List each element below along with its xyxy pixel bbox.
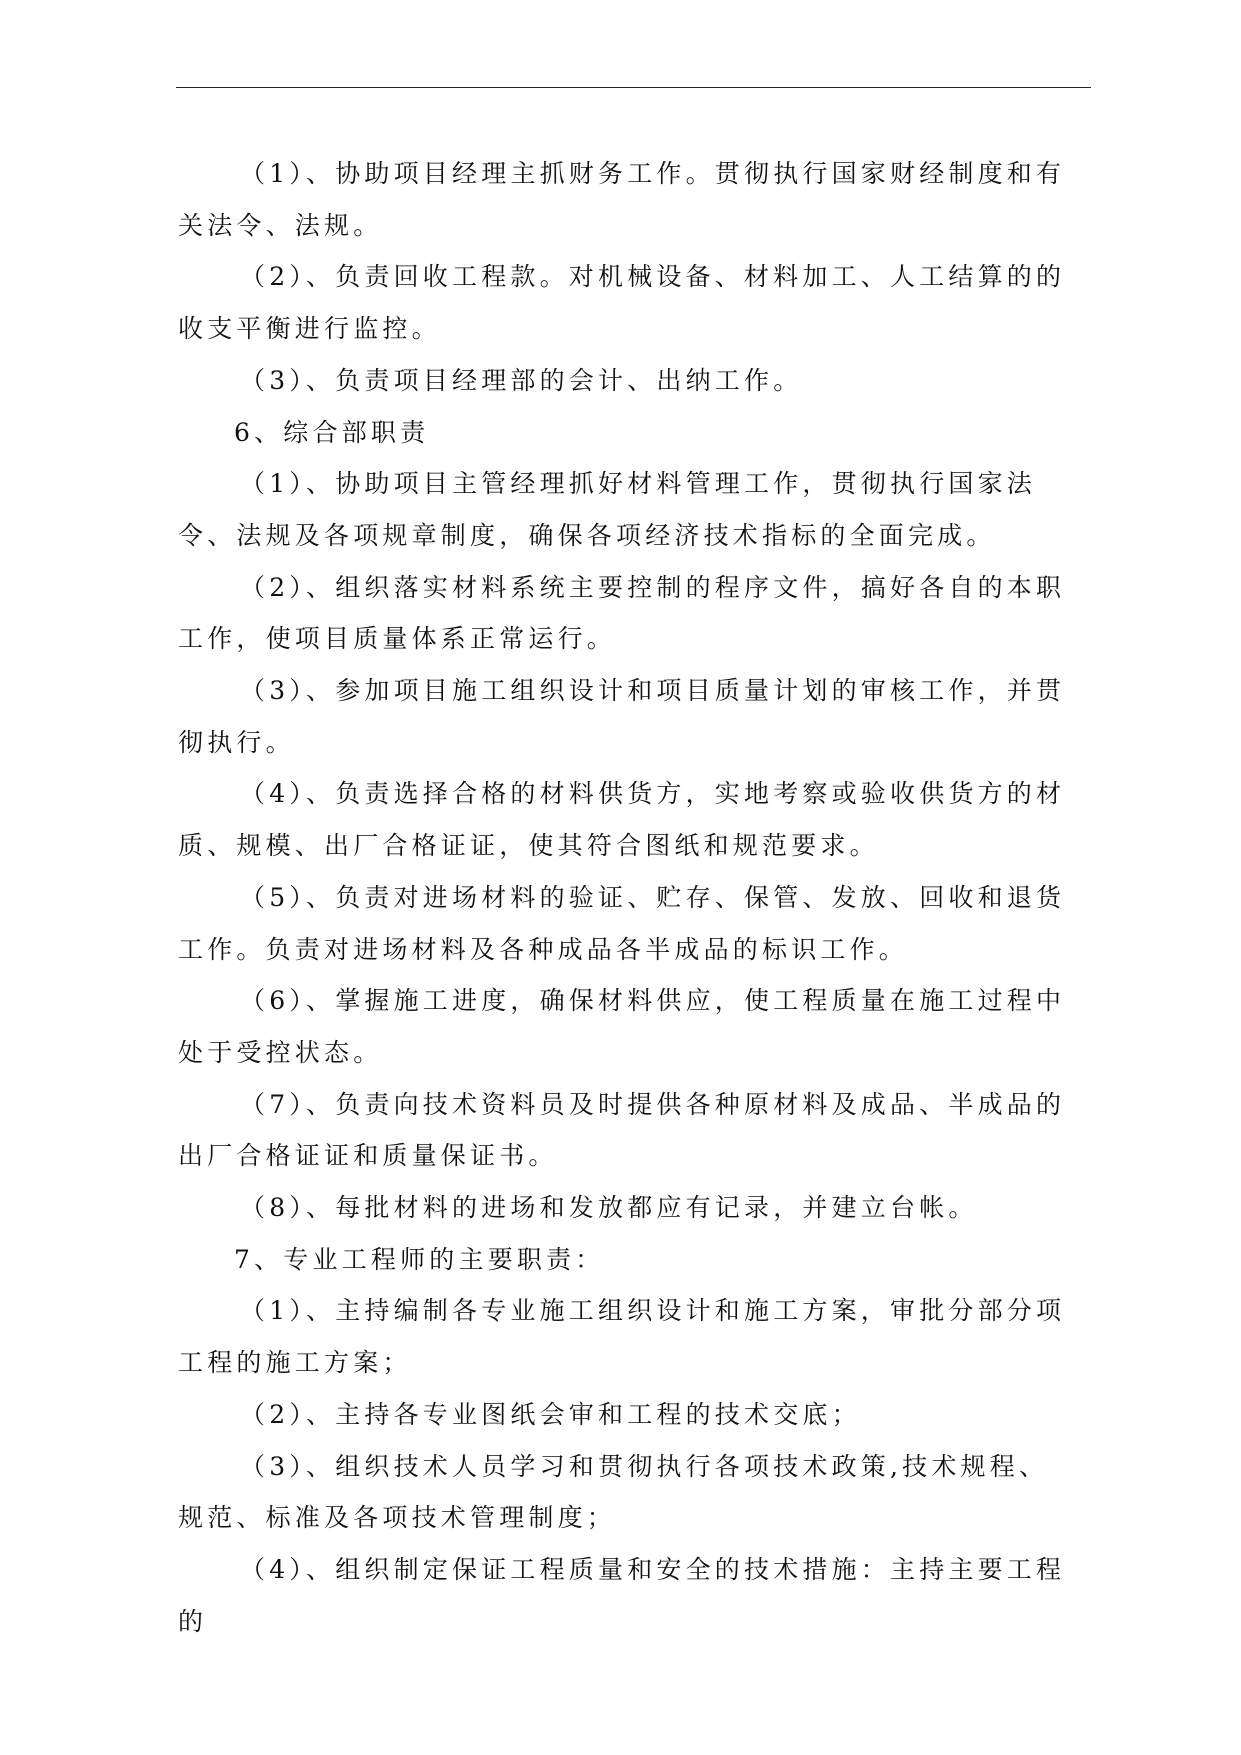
paragraph-finance-1: （1）、协助项目经理主抓财务工作。贯彻执行国家财经制度和有关法令、法规。 — [178, 159, 1066, 240]
paragraph-general-2: （2）、组织落实材料系统主要控制的程序文件，搞好各自的本职工作，使项目质量体系正常运行。 — [178, 572, 1066, 654]
paragraph-general-6: （6）、掌握施工进度，确保材料供应，使工程质量在施工过程中处于受控状态。 — [178, 986, 1066, 1067]
paragraph-finance-3: （3）、负责项目经理部的会计、出纳工作。 — [240, 365, 803, 395]
paragraph-general-3: （3）、参加项目施工组织设计和项目质量计划的审核工作，并贯彻执行。 — [178, 676, 1066, 757]
paragraph-general-5: （5）、负责对进场材料的验证、贮存、保管、发放、回收和退货工作。负责对进场材料及各种成品各半成品的标识工作。 — [178, 882, 1066, 964]
paragraph-general-8: （8）、每批材料的进场和发放都应有记录，并建立台帐。 — [240, 1193, 978, 1223]
section-heading-7: 7、专业工程师的主要职责： — [234, 1244, 605, 1274]
paragraph-engineer-2: （2）、主持各专业图纸会审和工程的技术交底； — [240, 1399, 861, 1429]
paragraph-engineer-1: （1）、主持编制各专业施工组织设计和施工方案，审批分部分项工程的施工方案； — [178, 1296, 1066, 1378]
paragraph-engineer-4: （4）、组织制定保证工程质量和安全的技术措施：主持主要工程的 — [178, 1554, 1066, 1636]
body-text — [178, 148, 1076, 1647]
paragraph-general-7: （7）、负责向技术资料员及时提供各种原材料及成品、半成品的出厂合格证证和质量保证书。 — [178, 1089, 1066, 1171]
section-heading-6: 6、综合部职责 — [234, 417, 430, 447]
header-rule — [176, 87, 1091, 88]
paragraph-finance-2: （2）、负责回收工程款。对机械设备、材料加工、人工结算的的收支平衡进行监控。 — [178, 262, 1066, 344]
paragraph-general-4: （4）、负责选择合格的材料供货方，实地考察或验收供货方的材质、规模、出厂合格证证，使其符合图纸和规范要求。 — [178, 779, 1066, 861]
paragraph-general-1: （1）、协助项目主管经理抓好材料管理工作，贯彻执行国家法令、法规及各项规章制度，确保各项经济技术指标的全面完成。 — [178, 469, 1037, 550]
paragraph-engineer-3: （3）、组织技术人员学习和贯彻执行各项技术政策,技术规程、规范、标准及各项技术管理制度； — [178, 1451, 1049, 1533]
